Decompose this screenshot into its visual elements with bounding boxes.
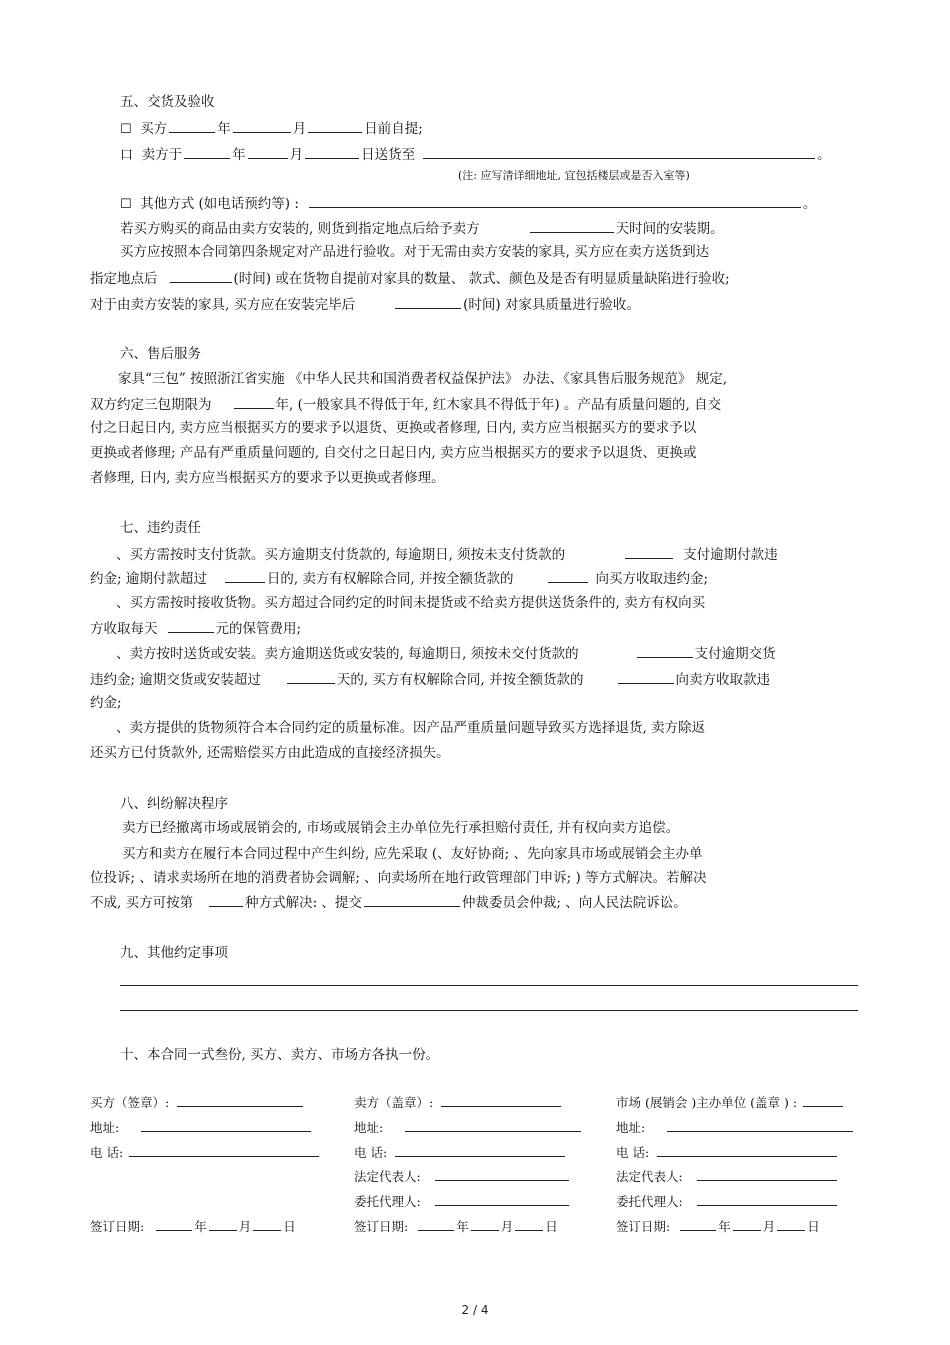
dispute-text: 不成, 买方可按第 种方式解决: 、提交 仲裁委员会仲裁; 、向人民法院诉讼。 [90, 892, 687, 913]
dispute-text: 位投诉; 、请求卖场所在地的消费者协会调解; 、向卖场所在地行政管理部门申诉; ) 等方式解决。若解决 [90, 870, 707, 886]
market-agent-label: 委托代理人: [616, 1191, 839, 1211]
page-number: 2 / 4 [461, 1303, 489, 1317]
market-sign-label: 市场 (展销会 )主办单位 (盖章 ) : [616, 1092, 845, 1112]
section-6-title: 六、售后服务 [120, 346, 201, 362]
after-sales-text: 更换或者修理; 产品有严重质量问题的, 自交付之日起日内, 卖方应当根据买方的要求予以退货、更换或 [90, 445, 697, 461]
delivery-address-note: (注: 应写清详细地址, 宜包括楼层或是否入室等) [458, 169, 690, 182]
buyer-phone-label: 电 话: [90, 1142, 321, 1162]
market-address-field[interactable] [667, 1117, 853, 1132]
buyer-address-label: 地址: [90, 1117, 313, 1137]
market-phone-label: 电 话: [616, 1142, 839, 1162]
buyer-date-label: 签订日期: 年 月 日 [90, 1216, 296, 1236]
option-other-method: ☐ 其他方式 (如电话预约等) : 。 [120, 193, 816, 215]
seller-phone-label: 电 话: [354, 1142, 567, 1162]
inspection-rule: 买方应按照本合同第四条规定对产品进行验收。对于无需由卖方安装的家具, 买方应在卖方送货到达 [120, 244, 710, 260]
liability-text: 、卖方按时送货或安装。卖方逾期送货或安装的, 每逾期日, 须按未交付货款的 支付逾期交货 [116, 643, 776, 664]
liability-text: 约金; [90, 695, 122, 711]
market-agent-field[interactable] [697, 1191, 837, 1206]
market-sign-field[interactable] [803, 1092, 843, 1107]
liability-text: 、卖方提供的货物须符合本合同约定的质量标准。因产品严重质量问题导致买方选择退货, 卖方除返 [116, 720, 706, 736]
liability-text: 方收取每天 元的保管费用; [90, 618, 301, 639]
market-legal-rep-field[interactable] [697, 1166, 837, 1181]
after-sales-text: 家具“三包” 按照浙江省实施 《中华人民共和国消费者权益保护法》 办法、《家具售后服务规范》 规定, [118, 371, 728, 387]
seller-address-label: 地址: [354, 1117, 583, 1137]
checkbox-other-method[interactable]: ☐ [120, 197, 132, 212]
option-delivery: 口 卖方于 年 月 日送货至 。 [120, 144, 831, 166]
market-date-label: 签订日期: 年 月 日 [616, 1216, 820, 1236]
liability-text: 违约金; 逾期交货或安装超过 天的, 买方有权解除合同, 并按全额货款的 向卖方收取款违 [90, 669, 770, 690]
seller-legal-rep-label: 法定代表人: [354, 1166, 571, 1186]
inspection-rule-2: 指定地点后 (时间) 或在货物自提前对家具的数量、 款式、颜色及是否有明显质量缺陷进行验收; [90, 268, 730, 289]
section-8-title: 八、纠纷解决程序 [120, 796, 228, 812]
market-address-label: 地址: [616, 1117, 855, 1137]
seller-date-label: 签订日期: 年 月 日 [354, 1216, 558, 1236]
other-terms-line[interactable] [120, 985, 858, 986]
seller-address-field[interactable] [405, 1117, 581, 1132]
installation-period: 若买方购买的商品由卖方安装的, 则货到指定地点后给予卖方 天时间的安装期。 [120, 218, 724, 239]
seller-sign-label: 卖方（盖章）: [354, 1092, 563, 1112]
option-self-pickup: ☐ 买方 年 月 日前自提; [120, 118, 423, 140]
checkbox-delivery[interactable]: 口 [120, 148, 134, 163]
seller-phone-field[interactable] [395, 1142, 565, 1157]
dispute-text: 卖方已经撤离市场或展销会的, 市场或展销会主办单位先行承担赔付责任, 并有权向卖方追偿。 [122, 820, 680, 836]
section-5-title: 五、交货及验收 [120, 94, 215, 110]
market-phone-field[interactable] [657, 1142, 837, 1157]
buyer-phone-field[interactable] [129, 1142, 319, 1157]
after-sales-text: 付之日起日内, 卖方应当根据买方的要求予以退货、更换或者修理, 日内, 卖方应当根据买方的要求予以 [90, 420, 697, 436]
liability-text: 约金; 逾期付款超过 日的, 卖方有权解除合同, 并按全额货款的 向买方收取违约金; [90, 568, 708, 589]
buyer-address-field[interactable] [141, 1117, 311, 1132]
seller-legal-rep-field[interactable] [435, 1166, 569, 1181]
section-10-title: 十、本合同一式叁份, 买方、卖方、市场方各执一份。 [120, 1047, 440, 1063]
section-9-title: 九、其他约定事项 [120, 945, 228, 961]
seller-sign-field[interactable] [441, 1092, 561, 1107]
section-7-title: 七、违约责任 [120, 520, 201, 536]
checkbox-self-pickup[interactable]: ☐ [120, 122, 132, 137]
seller-agent-label: 委托代理人: [354, 1191, 571, 1211]
after-sales-text: 双方约定三包期限为 年, (一般家具不得低于年, 红木家具不得低于年) 。产品有质量问题的, 自交 [90, 394, 721, 415]
liability-text: 、买方需按时接收货物。买方超过合同约定的时间未提货或不给卖方提供送货条件的, 卖方有权向买 [116, 595, 706, 611]
buyer-sign-field[interactable] [177, 1092, 303, 1107]
liability-text: 还买方已付货款外, 还需赔偿买方由此造成的直接经济损失。 [90, 745, 450, 761]
after-sales-text: 者修理, 日内, 卖方应当根据买方的要求予以更换或者修理。 [90, 470, 445, 486]
buyer-sign-label: 买方（签章）: [90, 1092, 305, 1112]
liability-text: 、买方需按时支付货款。买方逾期支付货款的, 每逾期日, 须按未支付货款的 支付逾期付款违 [116, 544, 778, 565]
market-legal-rep-label: 法定代表人: [616, 1166, 839, 1186]
seller-agent-field[interactable] [435, 1191, 569, 1206]
dispute-text: 买方和卖方在履行本合同过程中产生纠纷, 应先采取 (、友好协商; 、先向家具市场或展销会主办单 [122, 846, 703, 862]
inspection-rule-3: 对于由卖方安装的家具, 买方应在安装完毕后 (时间) 对家具质量进行验收。 [90, 294, 640, 315]
other-terms-line[interactable] [120, 1010, 858, 1011]
